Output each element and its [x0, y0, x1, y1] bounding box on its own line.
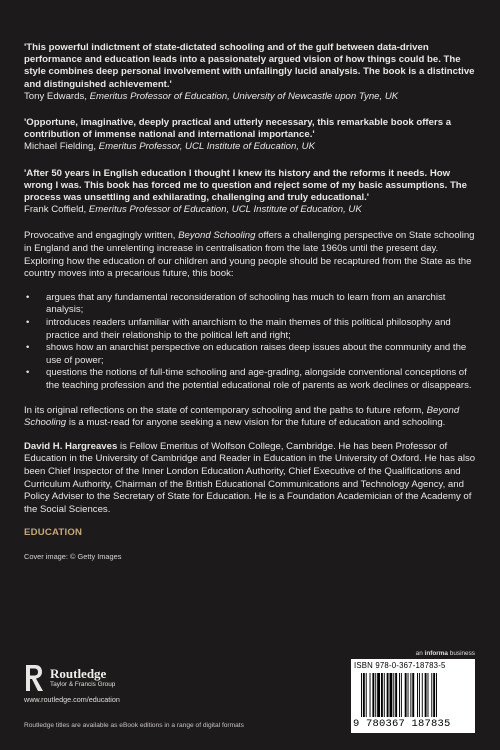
barcode-bar	[387, 673, 389, 717]
barcode-bar	[422, 673, 423, 717]
closing-text-start: In its original reflections on the state of contemporary schooling and the paths to future reform,	[24, 404, 424, 416]
closing-paragraph	[24, 405, 478, 430]
barcode-bar	[393, 673, 394, 717]
list-item: • introduces readers unfamiliar with anarchism to the main themes of this political philosophy and practice and their relationship to the political left and right;	[24, 317, 478, 342]
endorsement-text: 'This powerful indictment of state-dictated schooling and of the gulf between data-driven performance and education leads into a passionately argued vision of how things could be. The style combines deep personal involvement with unfailingly lucid analysis. The book is a distinctive and distinguished achievement.'	[24, 42, 475, 90]
endorsement-text: 'Opportune, imaginative, deeply practical and utterly necessary, this remarkable book offers a contribution of immense national and international importance.'	[24, 117, 452, 141]
cover-credit: Cover image: © Getty Images	[24, 552, 122, 562]
list-item: • shows how an anarchist perspective on education raises deep issues about the community and the use of power;	[24, 342, 478, 367]
informa-prefix: an	[415, 650, 423, 657]
book-title-italic: Beyond Schooling	[24, 404, 460, 429]
barcode-bar	[425, 673, 427, 717]
barcode-bar	[395, 673, 397, 717]
publisher-url[interactable]: www.routledge.com/education	[24, 695, 120, 704]
subject-category: EDUCATION	[24, 527, 83, 539]
barcode-bar	[399, 673, 400, 717]
endorsement-3	[24, 168, 478, 217]
endorsement-2	[24, 117, 478, 154]
barcode-bar	[433, 673, 435, 717]
endorsement-attribution	[24, 204, 478, 216]
barcode-bar	[436, 673, 437, 717]
barcode-bar	[372, 673, 374, 717]
barcode-bar	[431, 673, 432, 717]
barcode-digits: 9 780367 187835	[353, 718, 451, 730]
barcode-bar	[390, 673, 393, 717]
author-bio	[24, 441, 478, 517]
endorser-title: Emeritus Professor, UCL Institute of Education, UK	[98, 141, 315, 153]
endorser-title: Emeritus Professor of Education, University of Newcastle upon Tyne, UK	[89, 90, 399, 102]
isbn-barcode	[351, 659, 475, 733]
isbn-number: ISBN 978-0-367-18783-5	[354, 661, 446, 670]
author-bio-text: is Fellow Emeritus of Wolfson College, Cambridge. He has been Professor of Education in the University of Cambridge and Reader in Education in the University of Oxford. He has also been Chief Inspector of the Inner London Education Authority, Chief Executive of the Qualifications and Curriculum Authority, Chairman of the British Educational Communications and Technology Agency, and Policy Adviser to the Secretary of State for Education. He is a Foundation Academician of the Academy of the Social Sciences.	[24, 440, 476, 515]
endorser-name: Tony Edwards,	[24, 90, 87, 102]
barcode-bar	[419, 673, 420, 717]
publisher-name-block	[50, 667, 115, 689]
barcode-bar	[366, 673, 367, 717]
barcode-bar	[405, 673, 407, 717]
barcode-bar	[384, 673, 385, 717]
intro-text-start: Provocative and engagingly written,	[24, 230, 176, 242]
back-cover-content	[24, 42, 478, 561]
informa-brand: informa	[424, 650, 448, 657]
endorsement-text: 'After 50 years in English education I thought I knew its history and the reforms it needs. How wrong I was. This book has forced me to question and reject some of my basic assumptions. The process was unsettling and exhilarating, challenging and truly educational.'	[24, 167, 468, 204]
barcode-bar	[412, 673, 414, 717]
routledge-r-logo-icon	[24, 664, 44, 692]
barcode-bar	[370, 673, 371, 717]
feature-list	[24, 292, 478, 393]
barcode-block	[351, 650, 475, 733]
barcode-bar	[377, 673, 380, 717]
list-item: • argues that any fundamental reconsideration of schooling has much to learn from an anarchist analysis;	[24, 292, 478, 317]
barcode-bar	[363, 673, 365, 717]
intro-text-end: offers a challenging perspective on State schooling in England and the unrelenting increase in centralisation from the late 1960s until the present day. Exploring how the education of our children and young people should be recaptured from the State as the country moves into a precarious future, this book:	[24, 230, 475, 280]
informa-suffix: business	[449, 650, 475, 657]
barcode-bar	[375, 673, 376, 717]
barcode-bar	[408, 673, 409, 717]
barcode-bars	[361, 673, 467, 717]
publisher-block	[24, 664, 224, 704]
informa-business-label	[351, 650, 475, 657]
list-item: • questions the notions of full-time schooling and age-grading, alongside conventional conceptions of the teaching profession and the potential educational role of parents as work declines or disappears.	[24, 367, 478, 392]
publisher-group: Taylor & Francis Group	[50, 681, 116, 688]
endorser-name: Michael Fielding,	[24, 141, 96, 153]
endorser-name: Frank Coffield,	[24, 204, 87, 216]
book-title-italic: Beyond Schooling	[178, 230, 256, 242]
ebook-note: Routledge titles are available as eBook editions in a range of digital formats	[24, 722, 244, 729]
intro-paragraph	[24, 230, 478, 280]
endorser-title: Emeritus Professor of Education, UCL Institute of Education, UK	[88, 204, 362, 216]
barcode-bar	[401, 673, 402, 717]
closing-text-end: is a must-read for anyone seeking a new vision for the future of education and schooling.	[68, 417, 446, 429]
author-name: David H. Hargreaves	[24, 440, 118, 452]
publisher-logo	[24, 664, 224, 692]
barcode-bar	[428, 673, 429, 717]
barcode-bar	[381, 673, 383, 717]
barcode-bar	[410, 673, 411, 717]
endorsement-attribution	[24, 91, 478, 103]
endorsement-1	[24, 42, 478, 103]
barcode-bar	[361, 673, 362, 717]
endorsement-attribution	[24, 141, 478, 153]
publisher-name: Routledge	[50, 666, 107, 681]
barcode-bar	[417, 673, 418, 717]
